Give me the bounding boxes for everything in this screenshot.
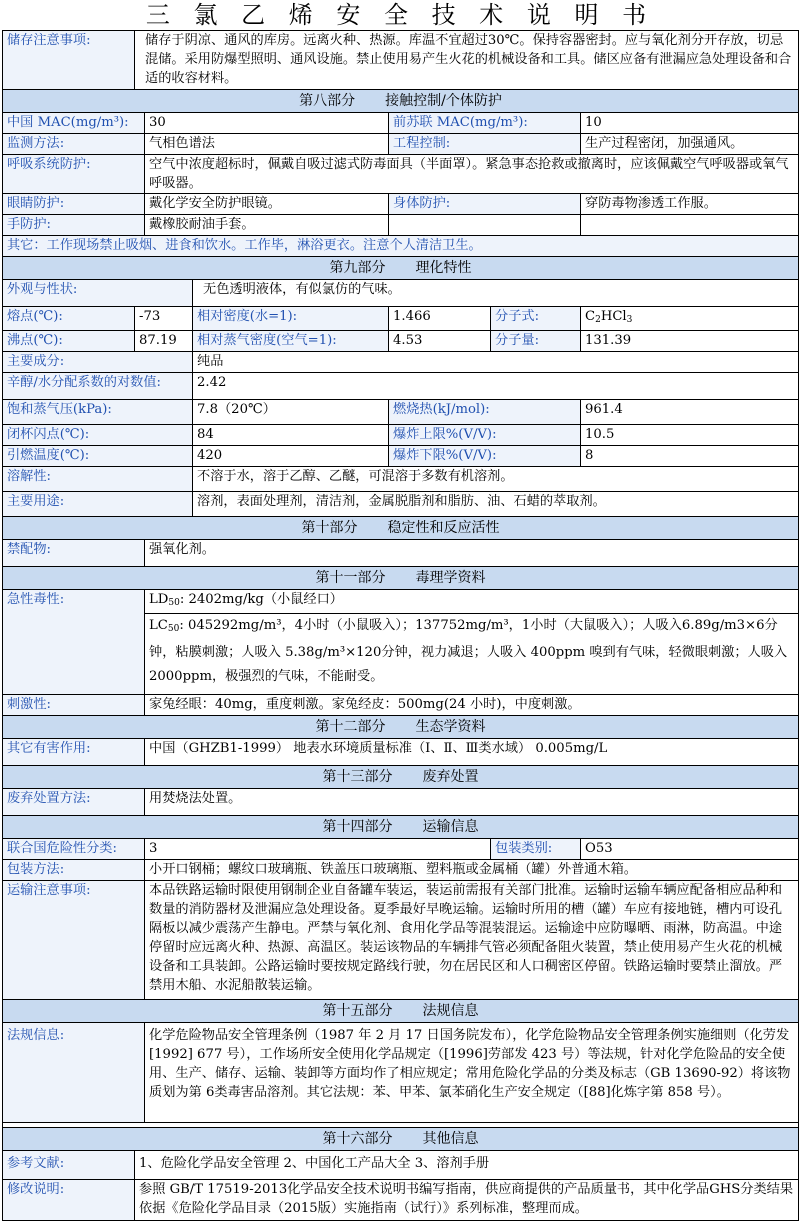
monitor-value: 气相色谱法 (145, 134, 389, 155)
mw-label: 分子量: (491, 331, 581, 352)
rd-air-label: 相对蒸气密度(空气=1): (193, 331, 389, 352)
section-number: 第十三部分 (322, 769, 393, 785)
uel-value: 10.5 (581, 425, 799, 446)
pkg-row (3, 860, 799, 881)
fp-label: 闭杯闪点(℃): (3, 425, 193, 446)
section-name: 其他信息 (422, 1131, 479, 1147)
pkg-cat-label: 包装类别: (491, 839, 581, 860)
section-number: 第八部分 (299, 93, 356, 109)
section-12-header (3, 716, 799, 739)
bp-label: 沸点(℃): (3, 331, 135, 352)
section-16-header (3, 1128, 799, 1151)
rev-value: 参照 GB/T 17519-2013化学品安全技术说明书编写指南，供应商提供的产品质量书，其中化学品GHS分类结果依据《危险化学品目录（2015版）实施指南（试行）》系列标准，整理而成。 (135, 1180, 799, 1221)
formula-label: 分子式: (491, 307, 581, 331)
incompat-value: 强氧化剂。 (145, 540, 799, 567)
rev-row (3, 1180, 799, 1221)
mac-cn-label: 中国 MAC(mg/m³): (3, 113, 145, 134)
resp-row (3, 155, 799, 194)
mac-su-value: 10 (581, 113, 799, 134)
ait-row (3, 446, 799, 467)
section-number: 第十四部分 (322, 819, 393, 835)
section-number: 第九部分 (329, 260, 386, 276)
section-9-header (3, 257, 799, 280)
body-label: 身体防护: (389, 194, 581, 215)
logp-label: 辛醇/水分配系数的对数值: (3, 373, 193, 400)
ref-value: 1、危险化学品安全管理 2、中国化工产品大全 3、溶剂手册 (135, 1151, 799, 1180)
acute-label: 急性毒性: (3, 590, 145, 695)
fp-value: 84 (193, 425, 389, 446)
hand-row (3, 215, 799, 236)
hand-value: 戴橡胶耐油手套。 (145, 215, 389, 236)
appearance-label: 外观与性状: (3, 280, 193, 307)
ait-label: 引燃温度(℃): (3, 446, 193, 467)
trans-label: 运输注意事项: (3, 881, 145, 1000)
section-8-header (3, 90, 799, 113)
uel-label: 爆炸上限%(V/V): (389, 425, 581, 446)
sol-value: 不溶于水，溶于乙醇、乙醚，可混溶于多数有机溶剂。 (193, 467, 799, 492)
logp-row (3, 373, 799, 400)
lel-label: 爆炸下限%(V/V): (389, 446, 581, 467)
eye-value: 戴化学安全防护眼镜。 (145, 194, 389, 215)
ait-value: 420 (193, 446, 389, 467)
eco-label: 其它有害作用: (3, 739, 145, 766)
storage-value: 储存于阴凉、通风的库房。远离火种、热源。库温不宜超过30℃。保持容器密封。应与氧化剂分开存放，切忌混储。采用防爆型照明、通风设施。禁止使用易产生火花的机械设备和工具。储区应备有泄漏应急处理设备和合适的收容材料。 (135, 31, 799, 90)
rev-label: 修改说明: (3, 1180, 135, 1221)
resp-label: 呼吸系统防护: (3, 155, 145, 194)
resp-value: 空气中浓度超标时，佩戴自吸过滤式防毒面具（半面罩）。紧急事态抢救或撤离时，应该佩戴空气呼吸器或氧气呼吸器。 (145, 155, 799, 194)
section-number: 第十二部分 (315, 719, 386, 735)
trans-row (3, 881, 799, 1000)
vp-label: 饱和蒸气压(kPa): (3, 400, 193, 425)
section-name: 法规信息 (422, 1003, 479, 1019)
un-row (3, 839, 799, 860)
mac-su-label: 前苏联 MAC(mg/m³): (389, 113, 581, 134)
trans-value: 本品铁路运输时限使用钢制企业自备罐车装运，装运前需报有关部门批准。运输时运输车辆应配备相应品种和数量的消防器材及泄漏应急处理设备。夏季最好早晚运输。运输时所用的槽（罐）车应有接地链，槽内可设孔隔板以减少震荡产生静电。严禁与氧化剂、食用化学品等混装混运。运输途中应防曝晒、雨淋，防高温。中途停留时应远离火种、热源、高温区。装运该物品的车辆排气管必须配备阻火装置，禁止使用易产生火花的机械设备和工具装卸。公路运输时要按规定路线行驶，勿在居民区和人口稠密区停留。铁路运输时要禁止溜放。严禁用木船、水泥船散装运输。 (145, 881, 799, 1000)
mp-row (3, 307, 799, 331)
section-name: 理化特性 (415, 260, 472, 276)
un-label: 联合国危险性分类: (3, 839, 145, 860)
eng-value: 生产过程密闭，加强通风。 (581, 134, 799, 155)
use-value: 溶剂，表面处理剂，清洁剂，金属脱脂剂和脂肪、油、石蜡的萃取剂。 (193, 492, 799, 517)
mp-value: -73 (135, 307, 193, 331)
bp-value: 87.19 (135, 331, 193, 352)
pkg-cat-value: O53 (581, 839, 799, 860)
heat-label: 燃烧热(kJ/mol): (389, 400, 581, 425)
disp-row (3, 789, 799, 816)
sol-row (3, 467, 799, 492)
disp-value: 用焚烧法处置。 (145, 789, 799, 816)
rd-water-value: 1.466 (389, 307, 491, 331)
fp-row (3, 425, 799, 446)
ld50-value: $LD_{50}$: 2402mg/kg（小鼠经口） (145, 590, 799, 614)
section-name: 接触控制/个体防护 (385, 93, 502, 109)
appearance-value: 无色透明液体，有似氯仿的气味。 (193, 280, 799, 307)
use-row (3, 492, 799, 517)
hand-label: 手防护: (3, 215, 145, 236)
section-number: 第十五部分 (322, 1003, 393, 1019)
acute-row-1 (3, 590, 799, 614)
section-number: 第十部分 (301, 520, 358, 536)
section-number: 第十一部分 (315, 570, 386, 586)
pkg-value: 小开口钢桶；螺纹口玻璃瓶、铁盖压口玻璃瓶、塑料瓶或金属桶（罐）外普通木箱。 (145, 860, 799, 881)
section-15-header (3, 1000, 799, 1023)
disp-label: 废弃处置方法: (3, 789, 145, 816)
sds-table (2, 30, 799, 1221)
monitor-label: 监测方法: (3, 134, 145, 155)
bp-row (3, 331, 799, 352)
mac-row (3, 113, 799, 134)
eye-label: 眼睛防护: (3, 194, 145, 215)
ref-row (3, 1151, 799, 1180)
document-title: 三 氯 乙 烯 安 全 技 术 说 明 书 (145, 1, 655, 29)
rd-water-label: 相对密度(水=1): (193, 307, 389, 331)
vp-row (3, 400, 799, 425)
eng-label: 工程控制: (389, 134, 581, 155)
document (2, 0, 798, 1221)
heat-value: 961.4 (581, 400, 799, 425)
logp-value: 2.42 (193, 373, 799, 400)
other-row (3, 236, 799, 257)
ref-label: 参考文献: (3, 1151, 135, 1180)
comp-label: 主要成分: (3, 352, 193, 373)
irrit-label: 刺激性: (3, 695, 145, 716)
section-name: 生态学资料 (415, 719, 486, 735)
lc50-value: $LC_{50}$: 045292mg/m³，4小时（小鼠吸入）；137752mg/m³，1小时（大鼠吸入）；人吸入6.89g/m3×6分钟，粘膜刺激；人吸入 5.38g/m³×120分钟，视力减退；人吸入 400ppm 嗅到有气味，轻微眼刺激；人吸入2000ppm，极强烈的气味，不能耐受。 (145, 614, 799, 695)
formula-value: $C_2HCl_3$ (581, 307, 799, 331)
section-11-header (3, 567, 799, 590)
irrit-value: 家兔经眼：40mg，重度刺激。家兔经皮：500mg(24 小时)，中度刺激。 (145, 695, 799, 716)
rd-air-value: 4.53 (389, 331, 491, 352)
eco-value: 中国（GHZB1-1999） 地表水环境质量标准（Ⅰ、Ⅱ、Ⅲ类水域） 0.005mg/L (145, 739, 799, 766)
eco-row (3, 739, 799, 766)
storage-label: 储存注意事项: (3, 31, 135, 90)
use-label: 主要用途: (3, 492, 193, 517)
reg-value: 化学危险物品安全管理条例（1987 年 2 月 17 日国务院发布），化学危险物品安全管理条例实施细则（化劳发[1992] 677 号），工作场所安全使用化学品规定（[1996]劳部发 423 号）等法规，针对化学危险品的安全使用、生产、储存、运输、装卸等方面均作了相应规定；常用危险化学品的分类及标志（GB 13690-92）将该物质划为第 6类毒害品溶剂。其它法规：苯、甲苯、氯苯硝化生产安全规定（[88]化炼字第 858 号）。 (145, 1023, 799, 1123)
mw-value: 131.39 (581, 331, 799, 352)
mp-label: 熔点(℃): (3, 307, 135, 331)
pkg-label: 包装方法: (3, 860, 145, 881)
lel-value: 8 (581, 446, 799, 467)
monitor-row (3, 134, 799, 155)
section-name: 毒理学资料 (415, 570, 486, 586)
incompat-row (3, 540, 799, 567)
storage-row (3, 31, 799, 90)
reg-row (3, 1023, 799, 1123)
section-name: 稳定性和反应活性 (387, 520, 500, 536)
reg-label: 法规信息: (3, 1023, 145, 1123)
un-value: 3 (145, 839, 491, 860)
comp-row (3, 352, 799, 373)
incompat-label: 禁配物: (3, 540, 145, 567)
section-name: 废弃处置 (422, 769, 479, 785)
section-13-header (3, 766, 799, 789)
appearance-row (3, 280, 799, 307)
section-name: 运输信息 (422, 819, 479, 835)
body-value: 穿防毒物渗透工作服。 (581, 194, 799, 215)
section-number: 第十六部分 (322, 1131, 393, 1147)
section-10-header (3, 517, 799, 540)
irrit-row (3, 695, 799, 716)
sol-label: 溶解性: (3, 467, 193, 492)
mac-cn-value: 30 (145, 113, 389, 134)
section-14-header (3, 816, 799, 839)
comp-value: 纯品 (193, 352, 799, 373)
vp-value: 7.8（20℃） (193, 400, 389, 425)
other-protection: 其它：工作现场禁止吸烟、进食和饮水。工作毕，淋浴更衣。注意个人清洁卫生。 (3, 236, 799, 257)
eye-row (3, 194, 799, 215)
